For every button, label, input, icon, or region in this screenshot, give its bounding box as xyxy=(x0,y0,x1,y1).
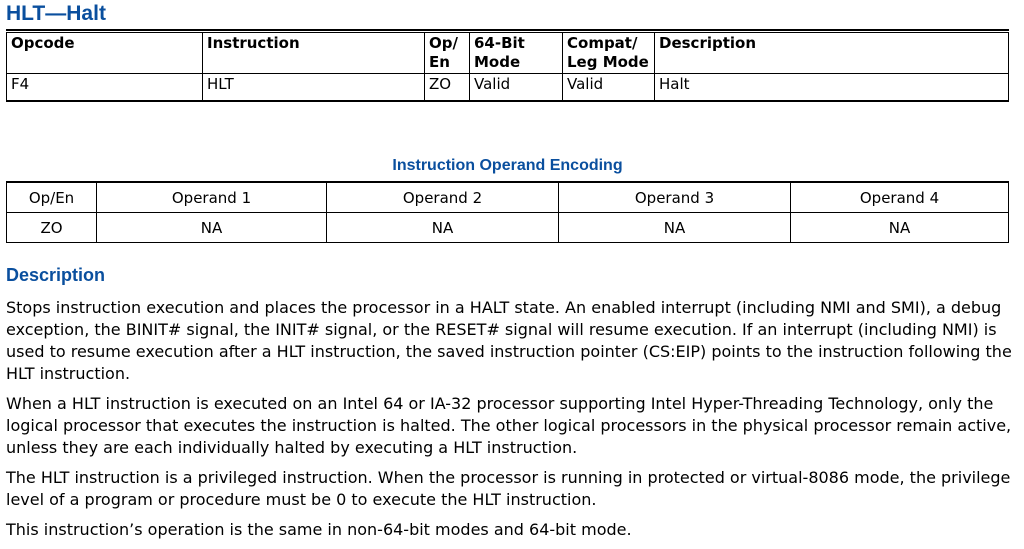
title-divider xyxy=(6,29,1009,31)
cell-operand-4: NA xyxy=(791,213,1009,243)
description-paragraph-2: When a HLT instruction is executed on an Intel 64 or IA-32 processor supporting Intel Hyper-Threading Technology, only the logical processor that executes the instruction is halted. The other logical processors in the physical processor remain active, unless they are each individually halted by executing a HLT instruction. xyxy=(6,394,1012,457)
cell-op-en: ZO xyxy=(7,213,97,243)
header-compat-leg-mode: Compat/ Leg Mode xyxy=(563,33,655,74)
header-op-en: Op/ En xyxy=(425,33,470,74)
opcode-table-header-row xyxy=(7,33,1009,74)
header-opcode: Opcode xyxy=(7,33,203,74)
header-op-en: Op/En xyxy=(7,182,97,213)
cell-64-bit-mode: Valid xyxy=(470,74,563,102)
header-operand-3: Operand 3 xyxy=(559,182,791,213)
header-operand-1: Operand 1 xyxy=(97,182,327,213)
encoding-table-title: Instruction Operand Encoding xyxy=(392,157,623,174)
description-paragraph-4: This instruction’s operation is the same in non-64-bit modes and 64-bit mode. xyxy=(6,520,632,539)
header-operand-4: Operand 4 xyxy=(791,182,1009,213)
encoding-header-row xyxy=(7,182,1009,213)
header-instruction: Instruction xyxy=(203,33,425,74)
description-heading: Description xyxy=(6,265,106,285)
operand-encoding-table xyxy=(6,181,1009,243)
opcode-table xyxy=(6,32,1009,102)
page-title: HLT—Halt xyxy=(6,2,106,25)
description-paragraph-3: The HLT instruction is a privileged instruction. When the processor is running in protected or virtual-8086 mode, the privilege level of a program or procedure must be 0 to execute the HLT instruction. xyxy=(6,468,1011,509)
cell-operand-1: NA xyxy=(97,213,327,243)
header-64-bit-mode: 64-Bit Mode xyxy=(470,33,563,74)
cell-instruction: HLT xyxy=(203,74,425,102)
table-row xyxy=(7,213,1009,243)
cell-description: Halt xyxy=(655,74,1009,102)
cell-compat-leg-mode: Valid xyxy=(563,74,655,102)
description-paragraph-1: Stops instruction execution and places the processor in a HALT state. An enabled interrupt (including NMI and SMI), a debug exception, the BINIT# signal, the INIT# signal, or the RESET# signal will resume execution. If an interrupt (including NMI) is used to resume execution after a HLT instruction, the saved instruction pointer (CS:EIP) points to the instruction following the HLT instruction. xyxy=(6,298,1012,383)
cell-operand-2: NA xyxy=(327,213,559,243)
cell-op-en: ZO xyxy=(425,74,470,102)
cell-operand-3: NA xyxy=(559,213,791,243)
header-description: Description xyxy=(655,33,1009,74)
header-operand-2: Operand 2 xyxy=(327,182,559,213)
cell-opcode: F4 xyxy=(7,74,203,102)
table-row xyxy=(7,74,1009,102)
